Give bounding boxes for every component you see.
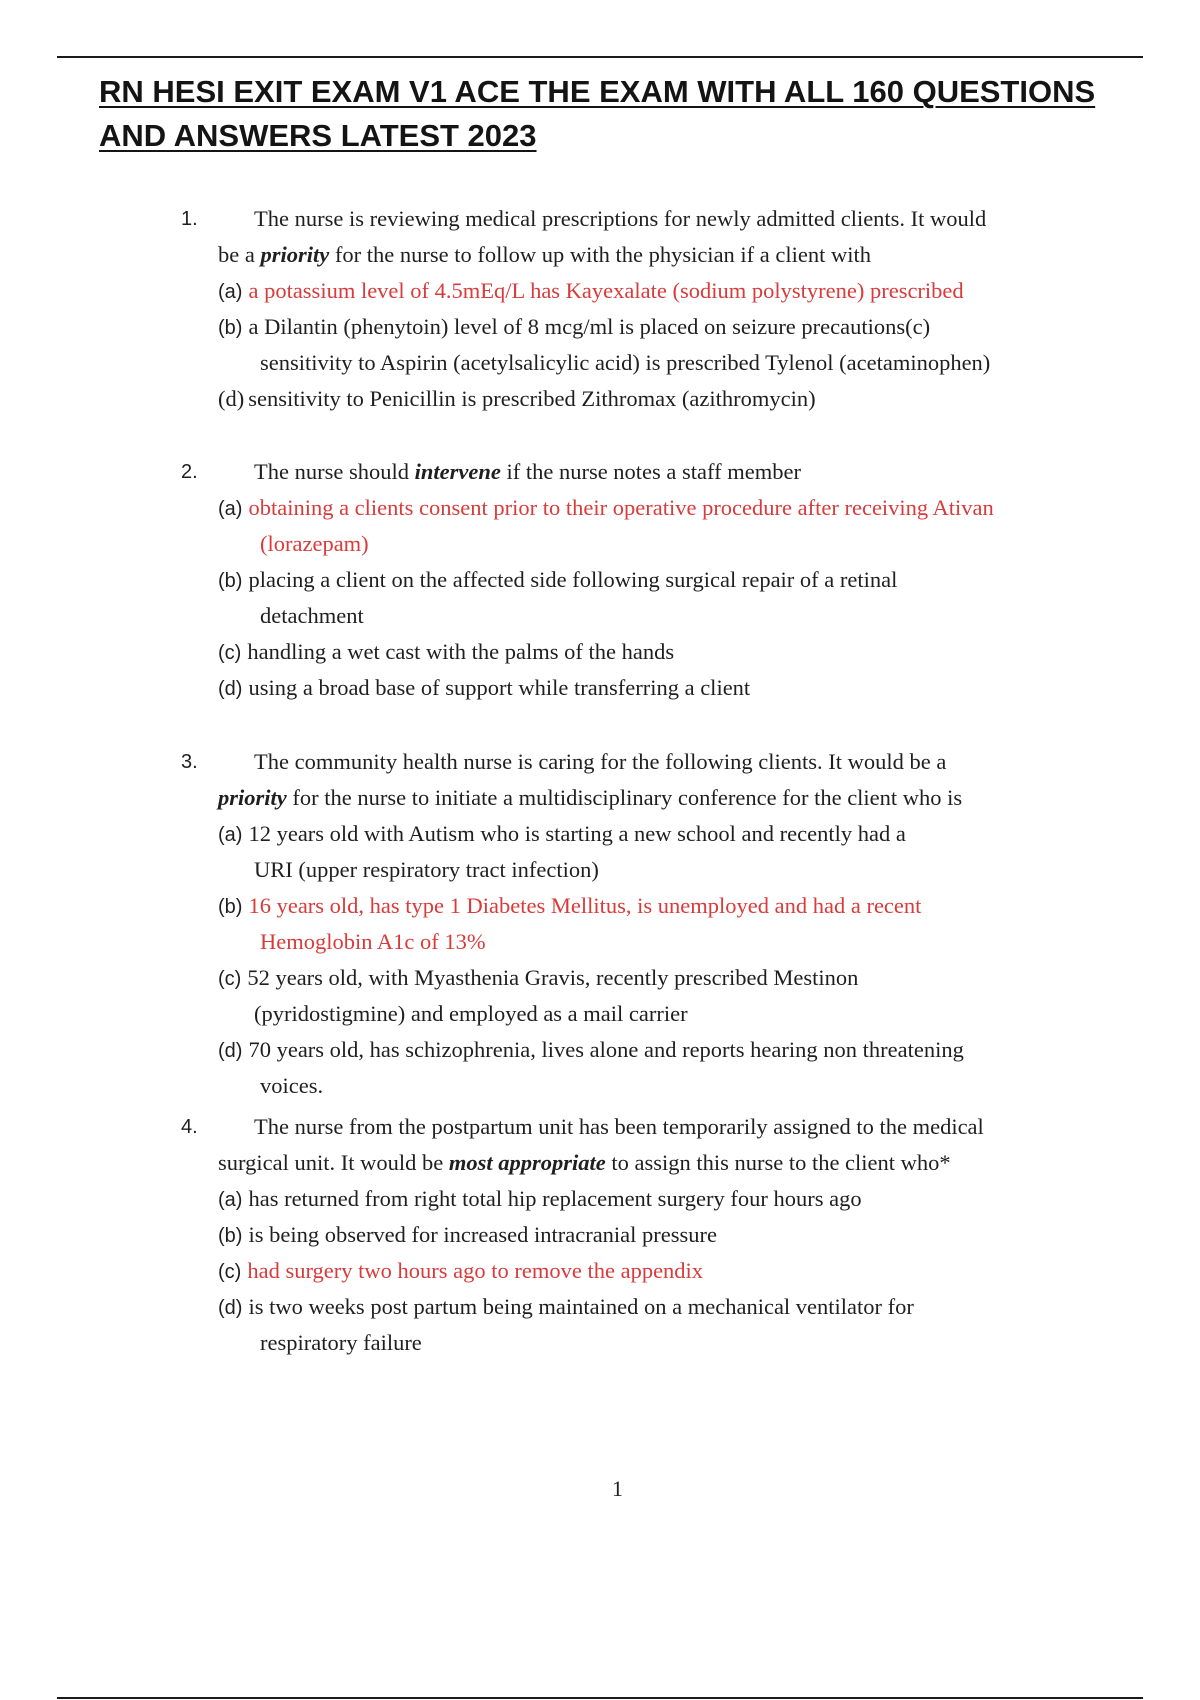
question-stem-line <box>218 237 871 273</box>
option-text: placing a client on the affected side following surgical repair of a retinal <box>248 567 898 592</box>
option-label: (d) <box>218 386 245 411</box>
correct-answer-text: 16 years old, has type 1 Diabetes Mellitus, is unemployed and had a recent <box>248 893 922 918</box>
stem-text: for the nurse to follow up with the physician if a client with <box>329 242 872 267</box>
option-d <box>181 1032 1081 1068</box>
option-label: (a) <box>218 498 243 520</box>
option-text-continued: sensitivity to Aspirin (acetylsalicylic acid) is prescribed Tylenol (acetaminophen) <box>260 350 991 375</box>
option-label: (b) <box>218 317 243 339</box>
page-title <box>99 70 1099 158</box>
stem-text: for the nurse to initiate a multidisciplinary conference for the client who is <box>286 785 963 810</box>
question-number: 2. <box>181 461 198 483</box>
question-2 <box>181 454 1081 706</box>
option-label: (b) <box>218 570 243 592</box>
option-label: (a) <box>218 281 243 303</box>
option-a <box>181 1181 1081 1217</box>
option-text-continued: (pyridostigmine) and employed as a mail carrier <box>254 1001 688 1026</box>
option-a <box>181 273 1081 309</box>
option-text: a Dilantin (phenytoin) level of 8 mcg/ml is placed on seizure precautions(c) <box>248 314 931 339</box>
question-stem-line: The community health nurse is caring for the following clients. It would be a <box>254 749 947 774</box>
option-text: has returned from right total hip replacement surgery four hours ago <box>248 1186 862 1211</box>
option-text: 12 years old with Autism who is starting a new school and recently had a <box>248 821 906 846</box>
option-text: is being observed for increased intracranial pressure <box>248 1222 718 1247</box>
title-line-1: RN HESI EXIT EXAM V1 ACE THE EXAM WITH ALL 160 QUESTIONS <box>99 74 1096 109</box>
top-rule <box>57 56 1143 58</box>
option-a <box>181 816 1081 852</box>
option-text: is two weeks post partum being maintained on a mechanical ventilator for <box>248 1294 914 1319</box>
correct-answer-text-continued: Hemoglobin A1c of 13% <box>260 929 486 954</box>
stem-emphasis: priority <box>260 242 330 267</box>
option-text: sensitivity to Penicillin is prescribed Zithromax (azithromycin) <box>248 386 816 411</box>
question-number: 3. <box>181 751 198 773</box>
stem-emphasis: most appropriate <box>448 1150 606 1175</box>
question-4 <box>181 1109 1081 1361</box>
option-text: using a broad base of support while transferring a client <box>248 675 751 700</box>
correct-answer-text: had surgery two hours ago to remove the appendix <box>247 1258 704 1283</box>
question-3 <box>181 744 1081 1104</box>
option-label: (c) <box>218 1261 242 1283</box>
question-stem-line: The nurse is reviewing medical prescriptions for newly admitted clients. It would <box>254 206 987 231</box>
title-line-2: AND ANSWERS LATEST 2023 <box>99 118 537 153</box>
option-c <box>181 634 1081 670</box>
stem-emphasis: intervene <box>414 459 501 484</box>
option-label: (d) <box>218 1040 243 1062</box>
option-d <box>181 381 1081 417</box>
option-text-continued: respiratory failure <box>260 1330 422 1355</box>
correct-answer-text: a potassium level of 4.5mEq/L has Kayexalate (sodium polystyrene) prescribed <box>248 278 964 303</box>
stem-text: to assign this nurse to the client who* <box>605 1150 951 1175</box>
stem-emphasis: priority <box>218 785 287 810</box>
question-number: 1. <box>181 208 198 230</box>
option-c <box>181 1253 1081 1289</box>
option-text-continued: voices. <box>260 1073 324 1098</box>
question-stem-line <box>218 780 962 816</box>
question-stem-line: The nurse from the postpartum unit has been temporarily assigned to the medical <box>254 1114 984 1139</box>
option-text: 70 years old, has schizophrenia, lives alone and reports hearing non threatening <box>248 1037 964 1062</box>
option-b <box>181 888 1081 924</box>
question-stem-line <box>218 1145 951 1181</box>
stem-text: The nurse should <box>254 459 415 484</box>
option-label: (a) <box>218 824 243 846</box>
option-text: 52 years old, with Myasthenia Gravis, recently prescribed Mestinon <box>247 965 859 990</box>
stem-text: surgical unit. It would be <box>218 1150 449 1175</box>
option-label: (d) <box>218 678 243 700</box>
option-d <box>181 1289 1081 1325</box>
option-label: (d) <box>218 1297 243 1319</box>
page-number: 1 <box>612 1476 623 1501</box>
option-label: (a) <box>218 1189 243 1211</box>
option-d <box>181 670 1081 706</box>
option-c <box>181 960 1081 996</box>
option-text: handling a wet cast with the palms of the hands <box>247 639 675 664</box>
stem-text: if the nurse notes a staff member <box>500 459 801 484</box>
option-text-continued: detachment <box>260 603 364 628</box>
option-b <box>181 1217 1081 1253</box>
question-number: 4. <box>181 1116 198 1138</box>
correct-answer-text: obtaining a clients consent prior to their operative procedure after receiving Ativan <box>248 495 994 520</box>
option-label: (c) <box>218 968 242 990</box>
stem-text: be a <box>218 242 261 267</box>
correct-answer-text-continued: (lorazepam) <box>260 531 369 556</box>
option-text-continued: URI (upper respiratory tract infection) <box>254 857 599 882</box>
option-label: (b) <box>218 896 243 918</box>
question-stem-line <box>254 454 801 490</box>
option-b <box>181 309 1081 345</box>
option-label: (b) <box>218 1225 243 1247</box>
option-b <box>181 562 1081 598</box>
question-1 <box>181 201 1081 417</box>
option-a <box>181 490 1081 526</box>
option-label: (c) <box>218 642 242 664</box>
bottom-rule <box>57 1697 1143 1699</box>
